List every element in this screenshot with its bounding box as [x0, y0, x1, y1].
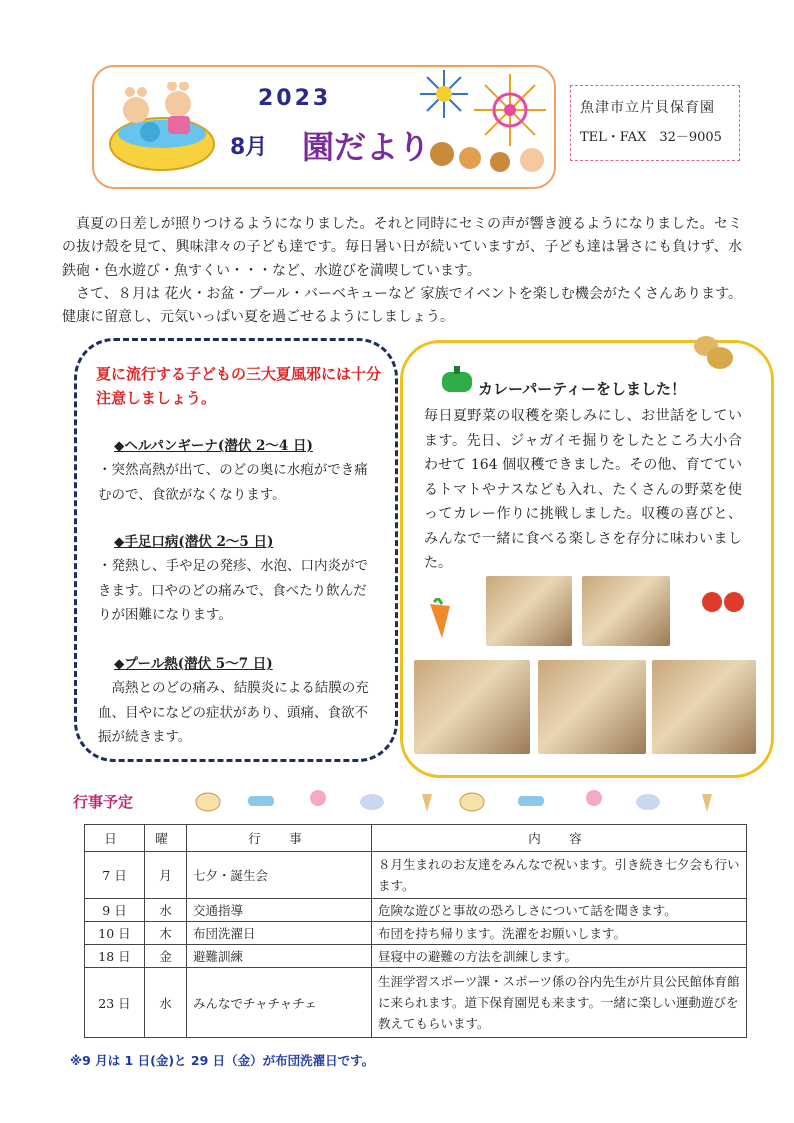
curry-party-text: 毎日夏野菜の収穫を楽しみにし、お世話をしています。先日、ジャガイモ掘りをしたところ大小合わせて 164 個収穫できました。その他、育てているトマトやナスなども入れ、たくさんの野菜を使ってカレー作りに挑戦しました。収穫の喜びと、みんなで一緒に食べる楽しさを存分に味わいました。: [424, 408, 742, 571]
intro-paragraph: 真夏の日差しが照りつけるようになりました。それと同時にセミの声が響き渡るようになりました。セミの抜け殻を見て、興味津々の子ども達です。毎日暑い日が続いていますが、子ども達は暑さにも負けず、水鉄砲・色水遊び・魚すくい・・・など、水遊びを満喫しています。: [62, 216, 742, 279]
intro-paragraph: さて、８月は 花火・お盆・プール・バーベキューなど 家族でイベントを楽しむ機会がたくさんあります。健康に留意し、元気いっぱい夏を過ごせるようにしましょう。: [62, 285, 742, 326]
photo-eating-3: [652, 660, 756, 754]
disease-name: ◆ヘルパンギーナ(潜伏 2～4 日): [114, 438, 313, 454]
date-cell: 23 日: [85, 968, 145, 1038]
detail-cell: 危険な遊びと事故の恐ろしさについて話を聞きます。: [372, 899, 747, 922]
table-row: [85, 899, 747, 922]
newsletter-title: 園だより: [302, 128, 431, 166]
futon-wash-note: ※9 月は 1 日(金)と 29 日（金）が布団洗濯日です。: [70, 1053, 375, 1068]
tomato-icon: [700, 586, 746, 614]
disease-text: 高熱とのどの痛み、結膜炎による結膜の充血、目やになどの症状があり、頭痛、食欲不振が続きます。: [98, 680, 369, 745]
disease-herpangina: [98, 434, 380, 507]
photo-cooking-1: [486, 576, 572, 646]
summer-colds-title: 夏に流行する子どもの三大夏風邪には十分注意しましょう。: [96, 365, 382, 407]
event-cell: 避難訓練: [187, 945, 372, 968]
event-cell: 七夕・誕生会: [187, 852, 372, 899]
disease-hfmd: [98, 530, 380, 628]
photo-cooking-2: [582, 576, 670, 646]
issue-month: 8月: [230, 135, 268, 160]
weekday-cell: 金: [145, 945, 187, 968]
weekday-cell: 月: [145, 852, 187, 899]
intro-text: [62, 213, 742, 329]
issue-year: 2023: [258, 86, 332, 111]
table-row: [85, 852, 747, 899]
date-cell: 9 日: [85, 899, 145, 922]
schedule-table: [84, 824, 747, 1038]
weekday-cell: 木: [145, 922, 187, 945]
detail-cell: ８月生まれのお友達をみんなで祝います。引き続き七夕会も行います。: [372, 852, 747, 899]
detail-cell: 昼寝中の避難の方法を訓練します。: [372, 945, 747, 968]
table-row: [85, 922, 747, 945]
photo-eating-2: [538, 660, 646, 754]
disease-text: ・突然高熱が出て、のどの奥に水疱ができ痛むので、食欲がなくなります。: [98, 462, 368, 503]
pool-illustration: [104, 82, 222, 176]
fireworks-illustration: [416, 66, 552, 184]
event-cell: みんなでチャチャチェ: [187, 968, 372, 1038]
disease-name: ◆プール熱(潜伏 5～7 日): [114, 656, 273, 672]
weekday-cell: 水: [145, 899, 187, 922]
detail-cell: 生涯学習スポーツ課・スポーツ係の谷内先生が片貝公民館体育館に来られます。道下保育園児も来ます。一緒に楽しい運動遊びを教えてもらいます。: [372, 968, 747, 1038]
schedule-title: 行事予定: [73, 793, 134, 811]
pepper-icon: [440, 364, 478, 394]
column-header: 日: [85, 825, 145, 852]
disease-name: ◆手足口病(潜伏 2～5 日): [114, 534, 274, 550]
event-cell: 布団洗濯日: [187, 922, 372, 945]
column-header: 曜: [145, 825, 187, 852]
table-row: [85, 945, 747, 968]
date-cell: 7 日: [85, 852, 145, 899]
event-cell: 交通指導: [187, 899, 372, 922]
column-header: 行 事: [187, 825, 372, 852]
photo-eating-1: [414, 660, 530, 754]
curry-party-title: カレーパーティーをしました！: [478, 380, 687, 398]
date-cell: 18 日: [85, 945, 145, 968]
disease-pool-fever: [98, 652, 380, 750]
column-header: 内 容: [372, 825, 747, 852]
school-tel-fax: TEL・FAX 32－9005: [580, 130, 722, 145]
carrot-icon: [424, 598, 460, 642]
weekday-cell: 水: [145, 968, 187, 1038]
table-row: [85, 968, 747, 1038]
summer-treats-decoration: [192, 786, 732, 816]
schedule-header-row: [85, 825, 747, 852]
school-name: 魚津市立片貝保育園: [580, 100, 715, 116]
date-cell: 10 日: [85, 922, 145, 945]
detail-cell: 布団を持ち帰ります。洗濯をお願いします。: [372, 922, 747, 945]
disease-text: ・発熱し、手や足の発疹、水泡、口内炎ができます。口やのどの痛みで、食べたり飲んだりが困難になります。: [98, 558, 368, 623]
potato-icon: [690, 332, 736, 372]
